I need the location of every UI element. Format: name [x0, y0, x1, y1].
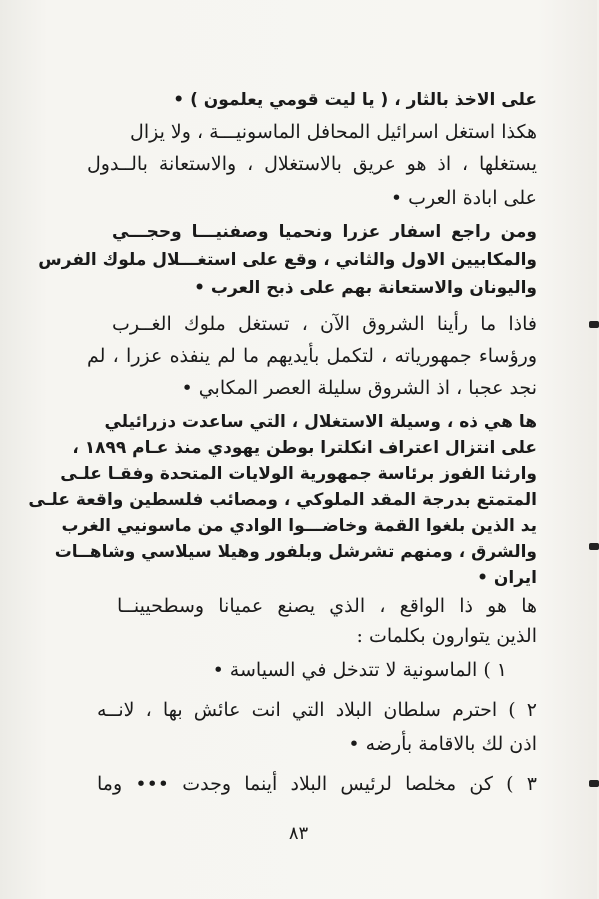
text-line-17: ايران • — [477, 568, 537, 588]
text-line-7: واليونان والاستعانة بهم على ذبح العرب • — [194, 278, 537, 298]
text-line-13: وارثنا الفوز برئاسة جمهورية الولايات المتحدة وفقـا علـى — [60, 464, 537, 484]
text-line-15: يد الذين بلغوا القمة وخاضـــوا الوادي من ماسونيي الغرب — [61, 516, 537, 536]
text-line-8: فاذا ما رأينا الشروق الآن ، تستغل ملوك الغــرب — [112, 313, 537, 335]
text-line-22: اذن لك بالاقامة بأرضه • — [348, 733, 537, 755]
margin-mark — [589, 543, 599, 550]
page-number: ٨٣ — [288, 823, 309, 844]
text-line-19: الذين يتوارون بكلمات : — [356, 625, 537, 647]
margin-mark — [589, 321, 599, 328]
text-line-5: ومن راجع اسفار عزرا ونحميا وصفنيـــا وحجـــي — [112, 222, 537, 242]
text-line-3: يستغلها ، اذ هو عريق بالاستغلال ، والاستعانة بالــدول — [87, 153, 537, 175]
text-line-14: المتمتع بدرجة المقد الملوكي ، ومصائب فلسطين واقعة علـى — [28, 490, 537, 510]
text-line-2: هكذا استغل اسرائيل المحافل الماسونيـــة ، ولا يزال — [130, 121, 537, 143]
text-line-21: ٢ ) احترم سلطان البلاد التي انت عائش بها ، لانــه — [97, 699, 537, 721]
text-line-6: والمكابيين الاول والثاني ، وقع على استغـــلال ملوك الفرس — [38, 250, 537, 270]
text-line-16: والشرق ، ومنهم تشرشل وبلفور وهيلا سيلاسي وشاهــات — [54, 542, 537, 562]
margin-mark — [589, 780, 599, 787]
text-line-10: نجد عجبا ، اذ الشروق سليلة العصر المكابي • — [181, 377, 537, 399]
text-line-1: على الاخذ بالثار ، ( يا ليت قومي يعلمون ) • — [173, 90, 537, 110]
text-line-9: ورؤساء جمهورياته ، لتكمل بأيديهم ما لم ينفذه عزرا ، لم — [87, 345, 537, 367]
text-line-23: ٣ ) كن مخلصا لرئيس البلاد أينما وجدت ••• وما — [97, 773, 537, 795]
text-line-18: ها هو ذا الواقع ، الذي يصنع عميانا وسطحيينــا — [117, 595, 537, 617]
text-line-11: ها هي ذه ، وسيلة الاستغلال ، التي ساعدت دزرائيلي — [104, 412, 537, 432]
text-line-20: ١ ) الماسونية لا تتدخل في السياسة • — [212, 659, 507, 681]
text-line-12: على انتزال اعتراف انكلترا بوطن يهودي منذ عـام ١٨٩٩ ، — [72, 438, 537, 458]
text-line-4: على ابادة العرب • — [390, 187, 537, 209]
